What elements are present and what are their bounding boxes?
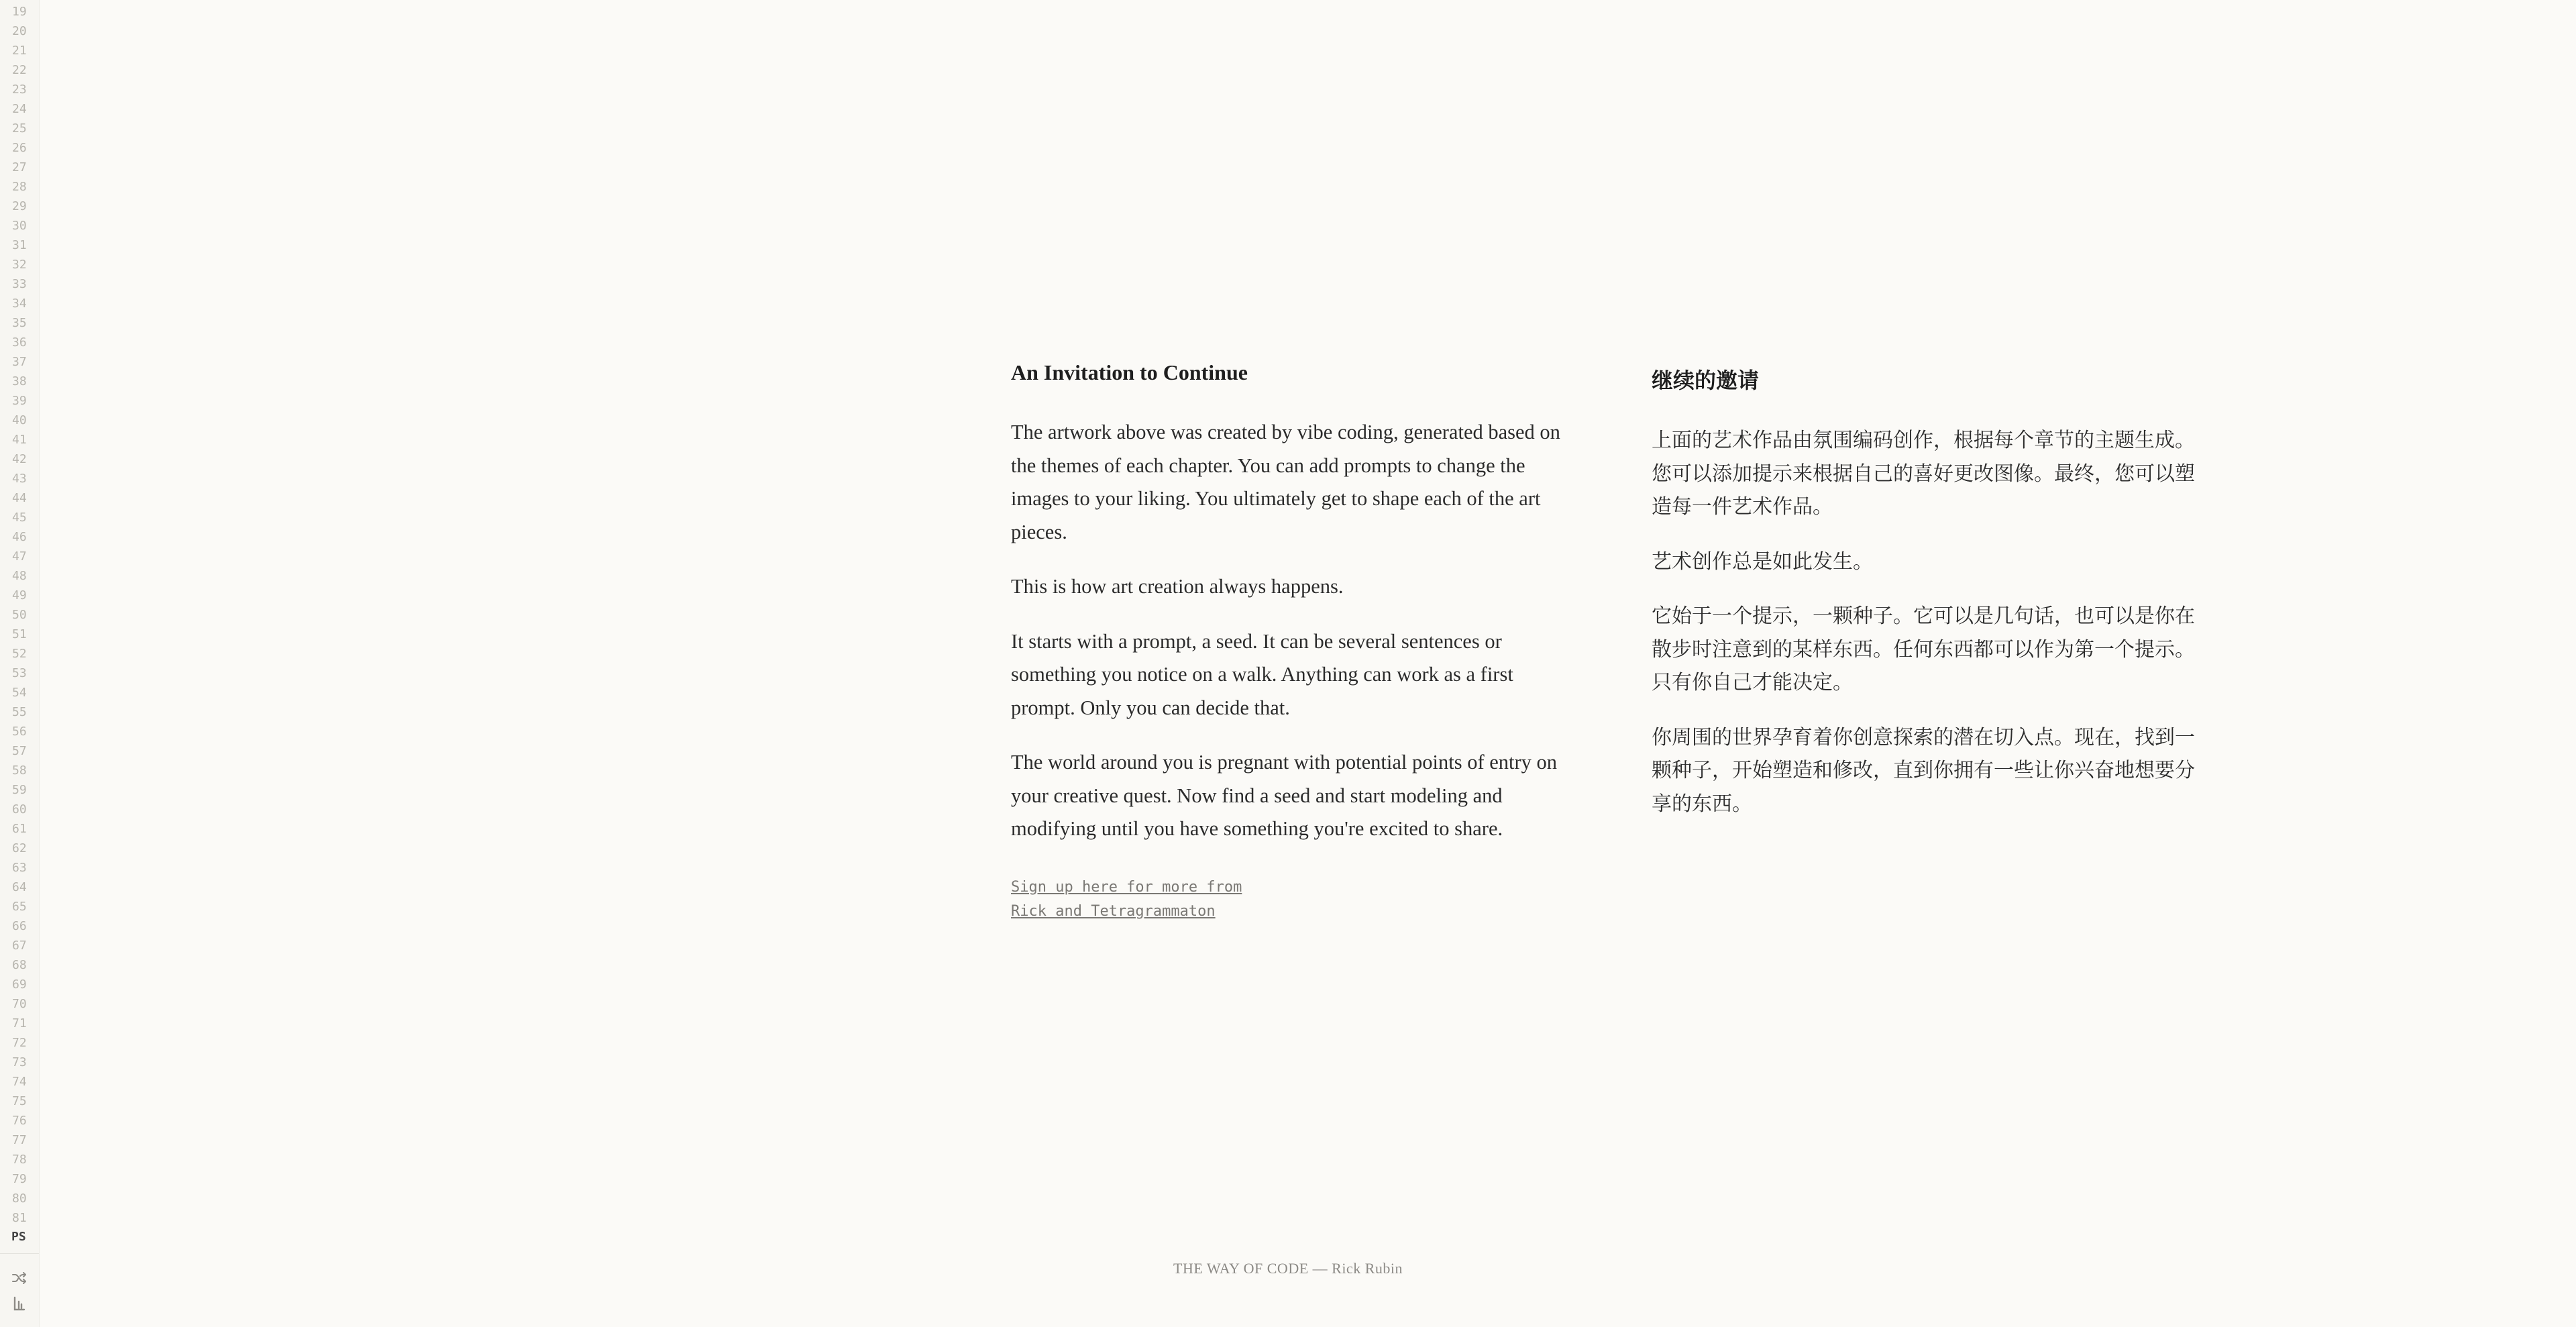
line-numbers [0, 2, 39, 1228]
english-column [1011, 349, 1568, 924]
gutter-divider [0, 1253, 39, 1254]
line-number: 64 [12, 880, 27, 894]
line-number: 30 [12, 219, 27, 233]
line-number: 50 [12, 608, 27, 622]
line-number: 49 [12, 588, 27, 602]
line-number: 76 [12, 1114, 27, 1128]
line-number: 68 [12, 958, 27, 972]
line-number: 33 [12, 277, 27, 291]
line-number: 37 [12, 355, 27, 369]
line-number: 56 [12, 725, 27, 739]
line-number: 78 [12, 1153, 27, 1167]
line-number: 63 [12, 861, 27, 875]
line-number: 69 [12, 977, 27, 992]
line-number: 59 [12, 783, 27, 797]
line-number: 28 [12, 180, 27, 194]
line-number: 58 [12, 763, 27, 778]
line-number: 31 [12, 238, 27, 252]
chinese-paragraph-4: 你周围的世界孕育着你创意探索的潜在切入点。现在，找到一颗种子，开始塑造和修改，直到你拥有一些让你兴奋地想要分享的东西。 [1652, 725, 2195, 816]
line-number: 29 [12, 199, 27, 213]
line-number: 67 [12, 939, 27, 953]
english-paragraph-1: The artwork above was created by vibe coding, generated based on the themes of each chapter. You can add prompts to change the images to your liking. You ultimately get to shape each of the art pieces. [1011, 421, 1560, 543]
line-number: 70 [12, 997, 27, 1011]
line-number: 60 [12, 802, 27, 816]
chinese-title: 继续的邀请 [1652, 368, 1760, 393]
line-number: 65 [12, 900, 27, 914]
line-number: 19 [12, 5, 27, 19]
line-number: 24 [12, 102, 27, 116]
chinese-column [1652, 349, 2208, 842]
line-number: 25 [12, 121, 27, 136]
english-title: An Invitation to Continue [1011, 360, 1248, 384]
line-number: 32 [12, 258, 27, 272]
line-number: 48 [12, 569, 27, 583]
line-number: 57 [12, 744, 27, 758]
line-number: 36 [12, 335, 27, 350]
line-number: 77 [12, 1133, 27, 1147]
line-number: 66 [12, 919, 27, 933]
signup-line-1[interactable]: Sign up here for more from [1011, 878, 1242, 896]
line-number: 80 [12, 1191, 27, 1206]
english-paragraph-3: It starts with a prompt, a seed. It can be several sentences or something you notice on a walk. Anything can work as a first prompt. Only you can decide that. [1011, 629, 1513, 719]
mode-label[interactable]: PS [11, 1230, 26, 1244]
english-paragraph-2: This is how art creation always happens. [1011, 575, 1344, 598]
line-number: 45 [12, 511, 27, 525]
line-number: 51 [12, 627, 27, 641]
line-number: 34 [12, 297, 27, 311]
line-number: 61 [12, 822, 27, 836]
line-number: 71 [12, 1016, 27, 1030]
line-number: 73 [12, 1055, 27, 1069]
line-number: 47 [12, 549, 27, 564]
line-number-gutter [0, 0, 40, 1327]
line-number: 46 [12, 530, 27, 544]
line-number: 54 [12, 686, 27, 700]
chinese-paragraph-3: 它始于一个提示，一颗种子。它可以是几句话，也可以是你在散步时注意到的某样东西。任何东西都可以作为第一个提示。只有你自己才能决定。 [1652, 604, 2195, 694]
line-number: 79 [12, 1172, 27, 1186]
chinese-paragraph-1: 上面的艺术作品由氛围编码创作，根据每个章节的主题生成。您可以添加提示来根据自己的喜好更改图像。最终，您可以塑造每一件艺术作品。 [1652, 429, 2195, 519]
line-number: 41 [12, 433, 27, 447]
line-number: 72 [12, 1036, 27, 1050]
line-number: 23 [12, 83, 27, 97]
line-number: 75 [12, 1094, 27, 1108]
line-number: 74 [12, 1075, 27, 1089]
line-number: 62 [12, 841, 27, 855]
line-number: 43 [12, 472, 27, 486]
line-number: 38 [12, 374, 27, 388]
line-number: 52 [12, 647, 27, 661]
footer-credit: THE WAY OF CODE — Rick Rubin [1173, 1260, 1403, 1277]
line-number: 22 [12, 63, 27, 77]
cursor-tool-icon[interactable] [9, 1295, 30, 1315]
line-number: 21 [12, 44, 27, 58]
line-number: 81 [12, 1211, 27, 1225]
chinese-paragraph-2: 艺术创作总是如此发生。 [1652, 549, 1873, 574]
signup-line-2[interactable]: Rick and Tetragrammaton [1011, 902, 1216, 920]
line-number: 40 [12, 413, 27, 427]
line-number: 27 [12, 160, 27, 174]
english-paragraph-4: The world around you is pregnant with potential points of entry on your creative quest. Now find a seed and start modeling and modifying until you have something you're excited to share. [1011, 751, 1558, 840]
line-number: 55 [12, 705, 27, 719]
line-number: 53 [12, 666, 27, 680]
line-number: 42 [12, 452, 27, 466]
line-number: 26 [12, 141, 27, 155]
line-number: 35 [12, 316, 27, 330]
line-number: 39 [12, 394, 27, 408]
signup-link[interactable] [1011, 875, 1279, 924]
line-number: 44 [12, 491, 27, 505]
line-number: 20 [12, 24, 27, 38]
